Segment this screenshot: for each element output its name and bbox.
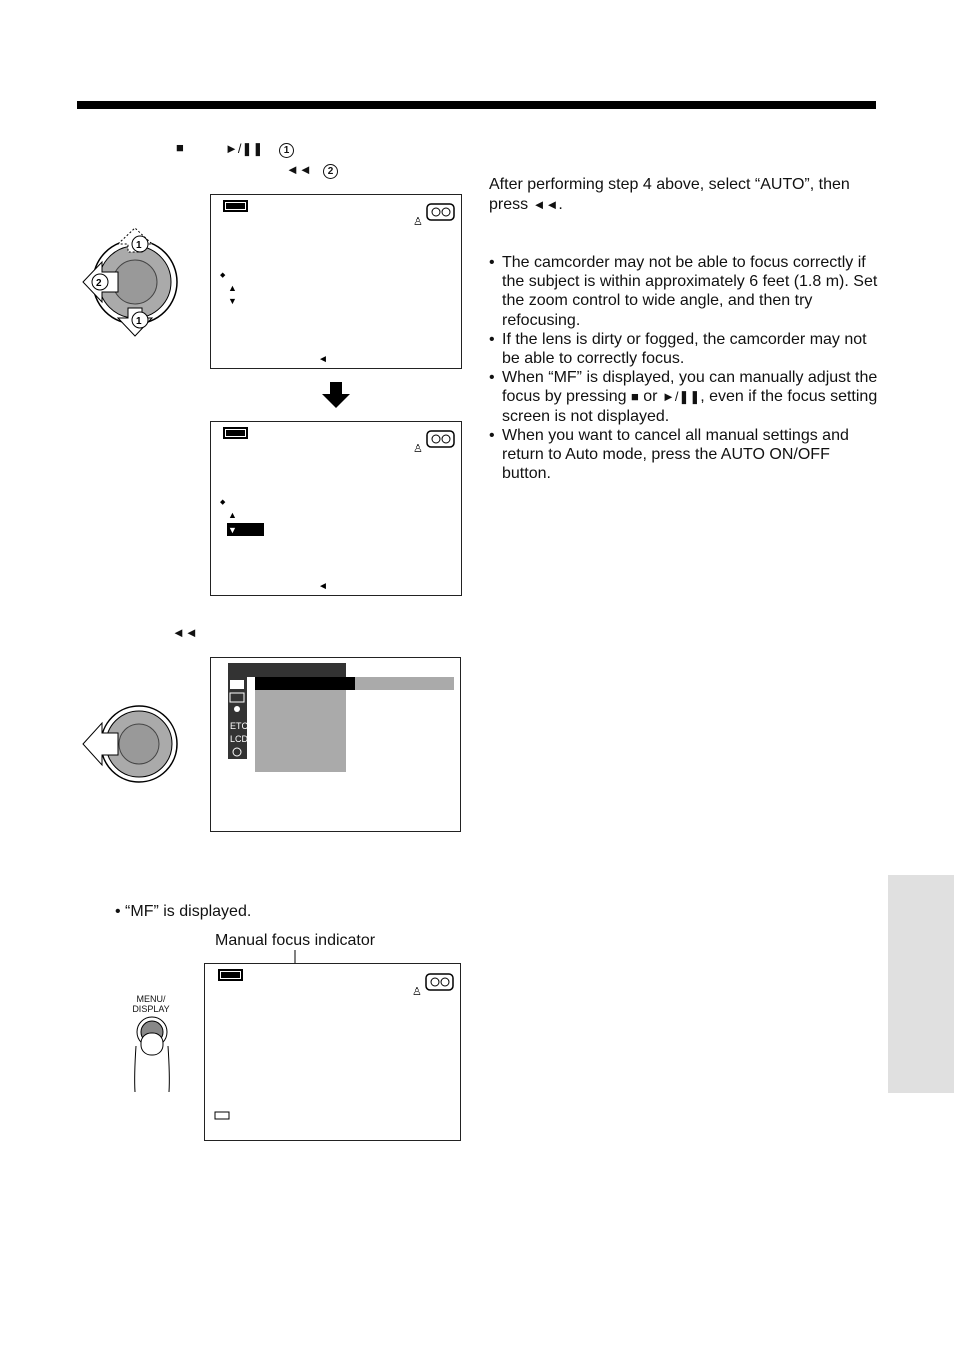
- step-marker-1: 1: [279, 140, 294, 158]
- lcd-screen-mf: [204, 963, 461, 1141]
- svg-text:♙: ♙: [413, 443, 423, 455]
- svg-text:▼: ▼: [228, 525, 237, 535]
- svg-text:1: 1: [136, 316, 142, 327]
- svg-text:◄: ◄: [318, 354, 328, 365]
- step-marker-2: 2: [323, 161, 338, 179]
- svg-text:LCD: LCD: [230, 734, 249, 744]
- svg-text:◆: ◆: [220, 272, 226, 279]
- svg-text:♙: ♙: [413, 216, 423, 228]
- svg-text:ETC: ETC: [230, 721, 248, 731]
- stop-icon: ■: [176, 140, 184, 155]
- svg-text:1: 1: [136, 240, 142, 251]
- manual-focus-label: Manual focus indicator: [215, 932, 376, 949]
- play-pause-icon: ►/❚❚: [225, 141, 264, 156]
- menu-display-label: MENU/ DISPLAY: [132, 994, 170, 1014]
- lcd-screen-2: [210, 421, 462, 596]
- svg-text:▼: ▼: [228, 296, 237, 306]
- svg-text:▲: ▲: [228, 510, 237, 520]
- intro-paragraph: After performing step 4 above, select “AUTO”, then press ◄◄.: [489, 176, 850, 213]
- step-bullet: • “MF” is displayed.: [115, 903, 252, 920]
- lcd-screen-1: [210, 194, 462, 369]
- note-item: • The camcorder may not be able to focus correctly if the subject is within approximately 6 feet (1.8 m). Set the zoom control to wide angle, and then try refocusing.: [489, 253, 879, 330]
- down-arrow-icon: [322, 382, 350, 413]
- control-dial-1: [80, 222, 180, 347]
- section-side-tab: [888, 875, 954, 1093]
- header-rule: [77, 101, 876, 109]
- rewind-icon: ◄◄: [286, 162, 312, 177]
- rewind-icon: ◄◄: [532, 197, 559, 212]
- note-item: • When you want to cancel all manual settings and return to Auto mode, press the AUTO ON/OFF button.: [489, 426, 879, 484]
- rewind-icon: ◄◄: [172, 625, 198, 640]
- stop-icon: ■: [630, 389, 639, 405]
- svg-text:▲: ▲: [228, 283, 237, 293]
- svg-text:◆: ◆: [220, 499, 226, 506]
- svg-text:2: 2: [96, 278, 102, 289]
- svg-text:♙: ♙: [412, 986, 422, 998]
- note-item: • When “MF” is displayed, you can manually adjust the focus by pressing ■ or ►/❚❚, even if the focus setting screen is not displayed.: [489, 368, 879, 426]
- notes-list: [489, 253, 879, 483]
- menu-display-button: [128, 1016, 178, 1101]
- play-pause-icon: ►/❚❚: [661, 389, 701, 405]
- svg-text:◄: ◄: [318, 581, 328, 592]
- lcd-menu-screen: [210, 657, 461, 832]
- note-item: • If the lens is dirty or fogged, the camcorder may not be able to correctly focus.: [489, 330, 879, 368]
- control-dial-2: [80, 703, 180, 790]
